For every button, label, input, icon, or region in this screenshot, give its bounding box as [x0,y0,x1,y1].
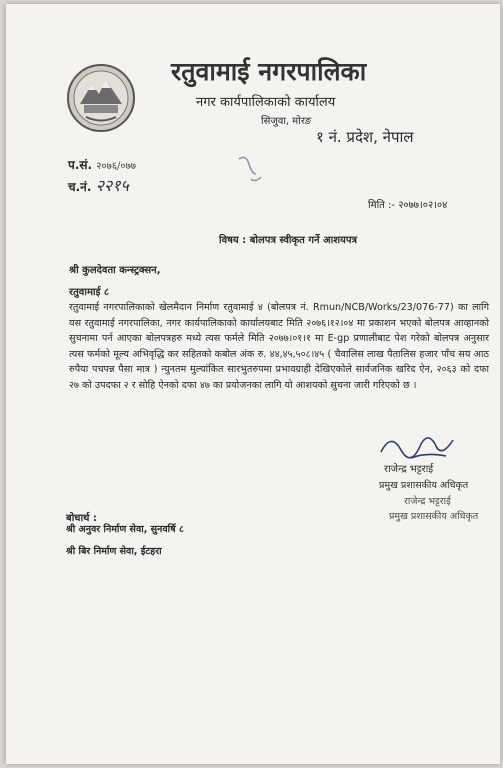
dispatch-label: च.नं. [68,180,92,194]
cc-label: बोधार्थ : [66,513,97,524]
recipient-address: रतुवामाई ८ [69,287,110,298]
recipient-name: श्री कुलदेवता कन्स्ट्रक्सन, [69,265,161,276]
office-subtitle: नगर कार्यपालिकाको कार्यालय [196,95,336,110]
municipality-title: रतुवामाई नगरपालिका [171,57,367,86]
cc-item: श्री बिर निर्माण सेवा, ईटहरा [66,546,162,557]
letter-date: मिति :- २०७७।०२।०४ [368,200,448,211]
reference-number [68,156,136,173]
ink-mark-icon [231,149,271,194]
dispatch-value: २२१५ [95,176,129,195]
handwritten-signature-icon [371,422,471,464]
nepal-emblem-icon [66,62,136,134]
stamp-title: प्रमुख प्रशासकीय अधिकृत [389,511,479,522]
dispatch-number [68,174,129,196]
signatory-name: राजेन्द्र भट्टराई [384,464,434,475]
reference-value: २०७६/०७७ [96,161,137,172]
letter-body: रतुवामाई नगरपालिकाको खेलमैदान निर्माण रतुवामाई ४ (बोलपत्र नं. Rmun/NCB/Works/23/076-77) का लागि यस रतुवामाई नगरपालिका, नगर कार्यपालिकाको कार्यालयबाट मिति २०७६।१२।०४ मा प्रकाशन भएको बोलपत्र आव्हानको सुचनामा पर्न आएका बोलपत्रहरु मध्ये त्यस फर्मले मिति २०७७।०१।१ मा E-gp प्रणालीबाट पेश गरेको बोलपत्र अनुसार त्यस फर्मको मूल्य अभिवृद्धि कर सहितको कबोल अंक रु. ४४,४५,५०८।४५ ( चैवालिस लाख पैतालिस हजार पाँच सय आठ रुपैया पचपन्न पैसा मात्र ) न्युनतम मुल्यांकित सारभुतरुपमा प्रभावग्राही देखिएकोले सार्वजनिक खरिद ऐन, २०६३ को दफा २७ को उपदफा २ र सोहि ऐनको दफा ४७ का प्रयोजनका लागि यो आशयको सुचना जारी गरिएको छ । [69,302,489,391]
letter-subject: विषय : बोलपत्र स्वीकृत गर्ने आशयपत्र [219,235,358,246]
letter-page [6,4,500,764]
cc-item: श्री अनुवर निर्माण सेवा, सुनवर्षि ८ [66,524,184,535]
reference-label: प.सं. [68,158,93,172]
stamp-name: राजेन्द्र भट्टराई [404,496,451,507]
province-line: १ नं. प्रदेश, नेपाल [316,128,414,146]
signatory-title: प्रमुख प्रशासकीय अधिकृत [379,480,469,491]
office-location: सिजुवा, मोरङ [261,116,312,127]
